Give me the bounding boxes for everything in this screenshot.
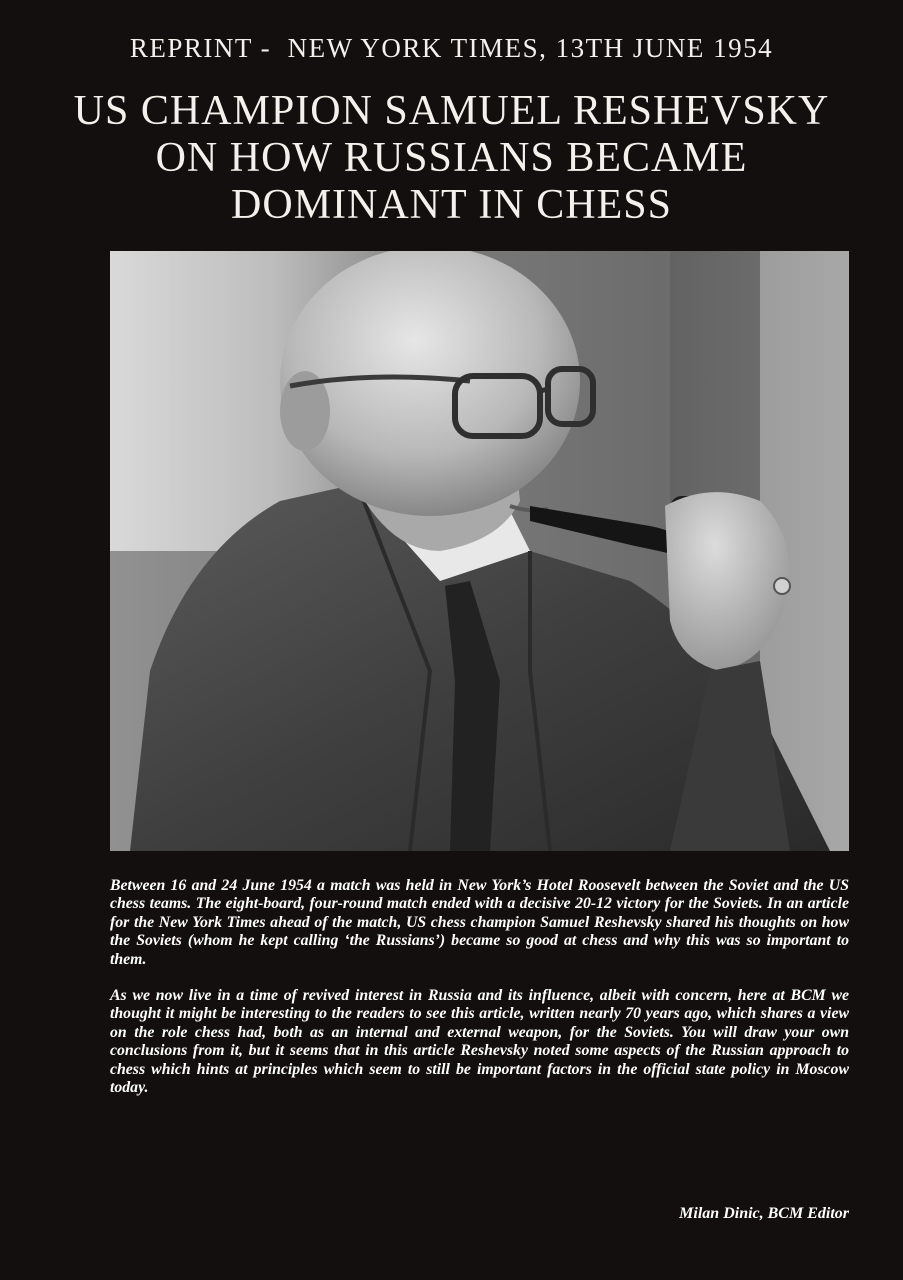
article-intro (110, 877, 849, 1115)
portrait-photo-icon (110, 251, 849, 851)
intro-paragraph: As we now live in a time of revived interest in Russia and its influence, albeit with concern, here at BCM we thought it might be interesting to the readers to see this article, written nearly 70 years ago, which shares a view on the role chess had, both as an internal and external weapon, for the Soviets. You will draw your own conclusions from it, but it seems that in this article Reshevsky noted some aspects of the Russian approach to chess which hints at principles which seem to still be important factors in the official state policy in Moscow today. (110, 987, 849, 1097)
reprint-kicker: REPRINT - NEW YORK TIMES, 13TH JUNE 1954 (129, 33, 774, 63)
headline-line: ON HOW RUSSIANS BECAME (155, 135, 748, 181)
article-headline (0, 88, 903, 229)
intro-paragraph: Between 16 and 24 June 1954 a match was held in New York’s Hotel Roosevelt between the Soviet and the US chess teams. The eight-board, four-round match ended with a decisive 20-12 victory for the Soviets. In an article for the New York Times ahead of the match, US chess champion Samuel Reshevsky shared his thoughts on how the Soviets (whom he kept calling ‘the Russians’) became so good at chess and why this was so important to them. (110, 877, 849, 968)
headline-line: US CHAMPION SAMUEL RESHEVSKY (73, 88, 830, 134)
editor-signature: Milan Dinic, BCM Editor (679, 1205, 849, 1222)
portrait-photo (110, 251, 849, 851)
headline-line: DOMINANT IN CHESS (231, 182, 672, 228)
